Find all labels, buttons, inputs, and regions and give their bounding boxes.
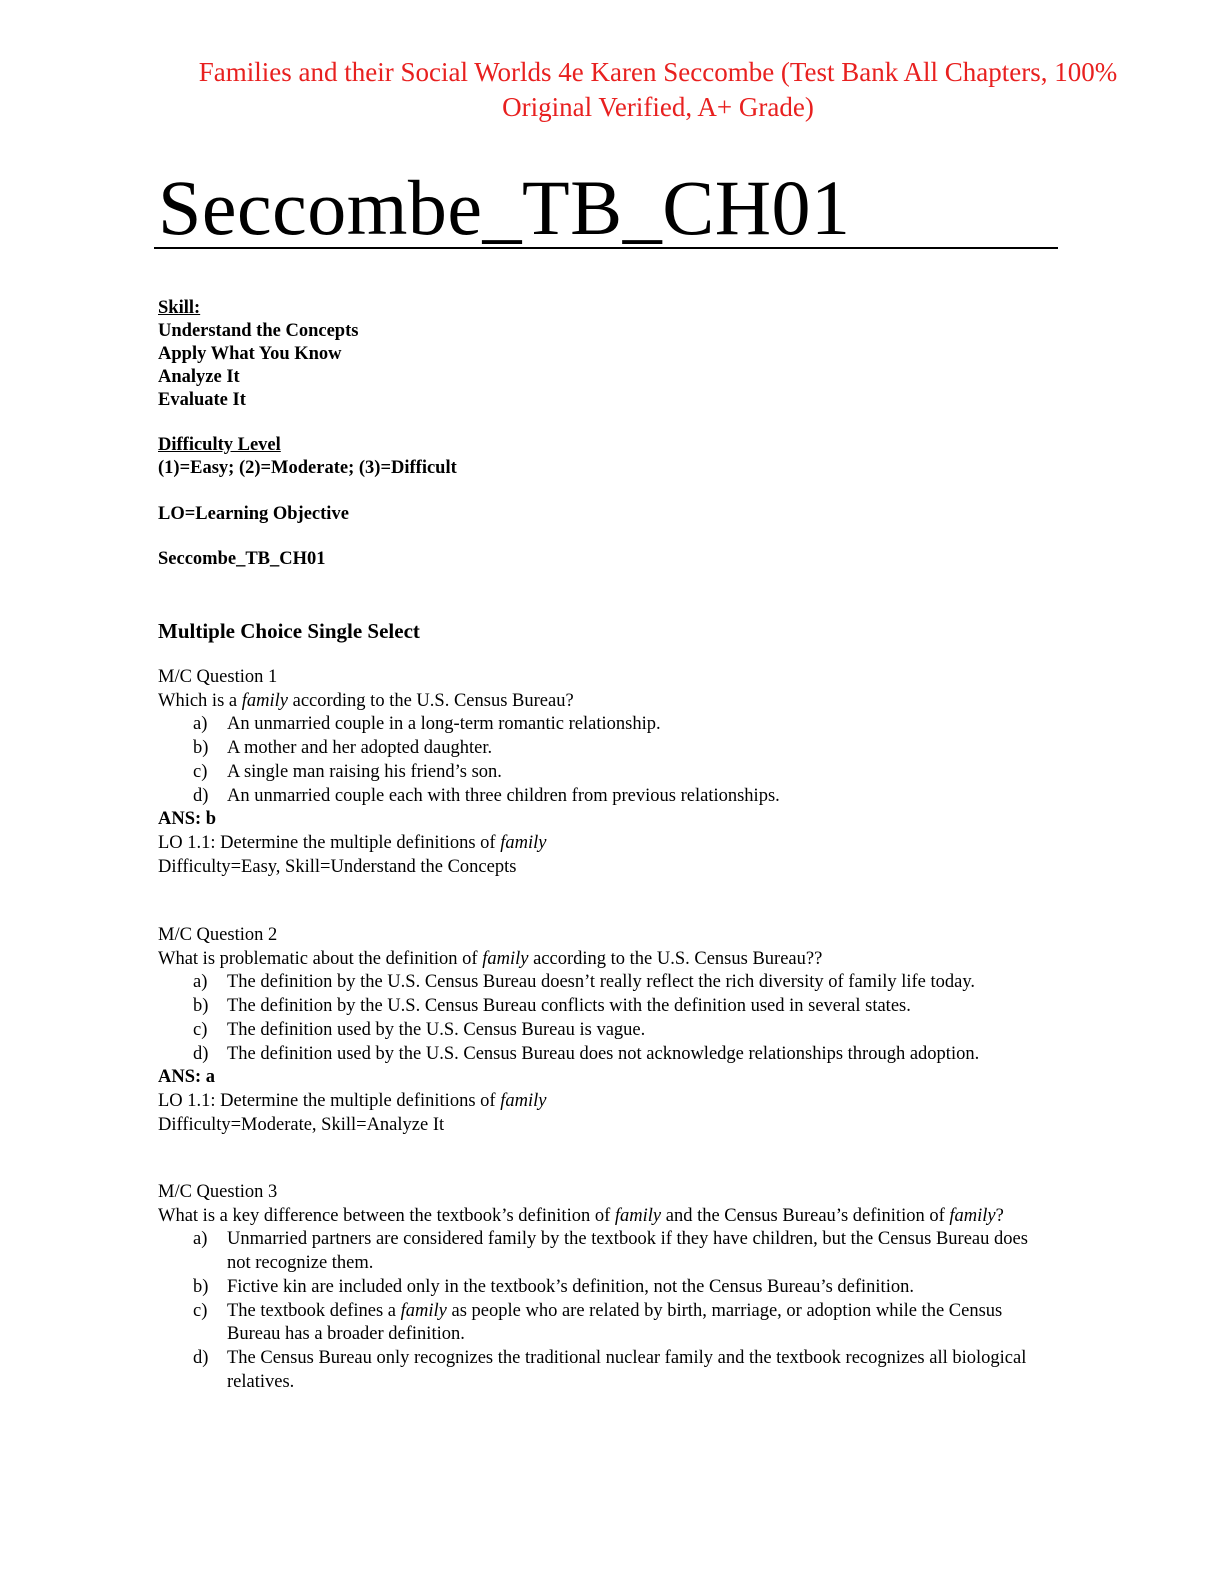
option: d) The Census Bureau only recognizes the traditional nuclear family and the textbook recognizes all biological relatives.	[193, 1347, 1027, 1392]
learning-objective: LO 1.1: Determine the multiple definitions of family	[158, 832, 547, 853]
question-stem: What is problematic about the definition of family according to the U.S. Census Bureau??	[158, 948, 823, 969]
skill-block	[158, 297, 358, 412]
section-heading: Multiple Choice Single Select	[158, 619, 420, 643]
difficulty-block	[158, 434, 457, 480]
option-list	[158, 971, 1058, 1066]
skill-item: Evaluate It	[158, 390, 246, 410]
question-label: M/C Question 2	[158, 925, 278, 945]
question-stem: What is a key difference between the textbook’s definition of family and the Census Bureau’s definition of family?	[158, 1205, 1004, 1226]
lo-definition: LO=Learning Objective	[158, 504, 349, 524]
option: b) Fictive kin are included only in the textbook’s definition, not the Census Bureau’s definition.	[193, 1276, 914, 1297]
option: c) The definition used by the U.S. Census Bureau is vague.	[193, 1019, 646, 1040]
option-list	[158, 1228, 1048, 1394]
option: a) The definition by the U.S. Census Bureau doesn’t really reflect the rich diversity of family life today.	[193, 972, 976, 993]
answer: ANS: b	[158, 809, 217, 830]
option: d) The definition used by the U.S. Census Bureau does not acknowledge relationships through adoption.	[193, 1043, 980, 1064]
difficulty-label: Difficulty Level	[158, 435, 281, 455]
question-2	[158, 924, 1058, 1137]
header-line-2: Original Verified, A+ Grade)	[502, 92, 814, 122]
question-meta: Difficulty=Moderate, Skill=Analyze It	[158, 1114, 445, 1135]
option: c) A single man raising his friend’s son.	[193, 761, 502, 782]
title-divider	[154, 247, 1058, 249]
option: b) A mother and her adopted daughter.	[193, 738, 493, 759]
option: c) The textbook defines a family as people who are related by birth, marriage, or adoption while the Census Bureau has a broader definition.	[193, 1300, 1003, 1345]
option: b) The definition by the U.S. Census Bureau conflicts with the definition used in several states.	[193, 996, 911, 1017]
answer: ANS: a	[158, 1067, 216, 1088]
question-3	[158, 1181, 1048, 1394]
document-header-title	[150, 55, 1166, 125]
learning-objective: LO 1.1: Determine the multiple definitions of family	[158, 1090, 547, 1111]
question-1	[158, 666, 1058, 879]
question-stem: Which is a family according to the U.S. Census Bureau?	[158, 690, 574, 711]
chapter-code: Seccombe_TB_CH01	[158, 549, 326, 569]
skill-label: Skill:	[158, 298, 201, 318]
option: d) An unmarried couple each with three children from previous relationships.	[193, 785, 780, 806]
option: a) Unmarried partners are considered family by the textbook if they have children, but the Census Bureau does not recognize them.	[193, 1229, 1028, 1274]
skill-item: Understand the Concepts	[158, 321, 359, 341]
question-label: M/C Question 3	[158, 1182, 278, 1202]
difficulty-scale: (1)=Easy; (2)=Moderate; (3)=Difficult	[158, 458, 457, 478]
header-line-1: Families and their Social Worlds 4e Karen Seccombe (Test Bank All Chapters, 100%	[198, 57, 1118, 87]
skill-item: Analyze It	[158, 367, 240, 387]
option: a) An unmarried couple in a long-term romantic relationship.	[193, 714, 661, 735]
skill-item: Apply What You Know	[158, 344, 342, 364]
chapter-title: Seccombe_TB_CH01	[158, 164, 851, 251]
option-list	[158, 713, 1058, 808]
question-meta: Difficulty=Easy, Skill=Understand the Concepts	[158, 856, 517, 877]
question-label: M/C Question 1	[158, 667, 278, 687]
